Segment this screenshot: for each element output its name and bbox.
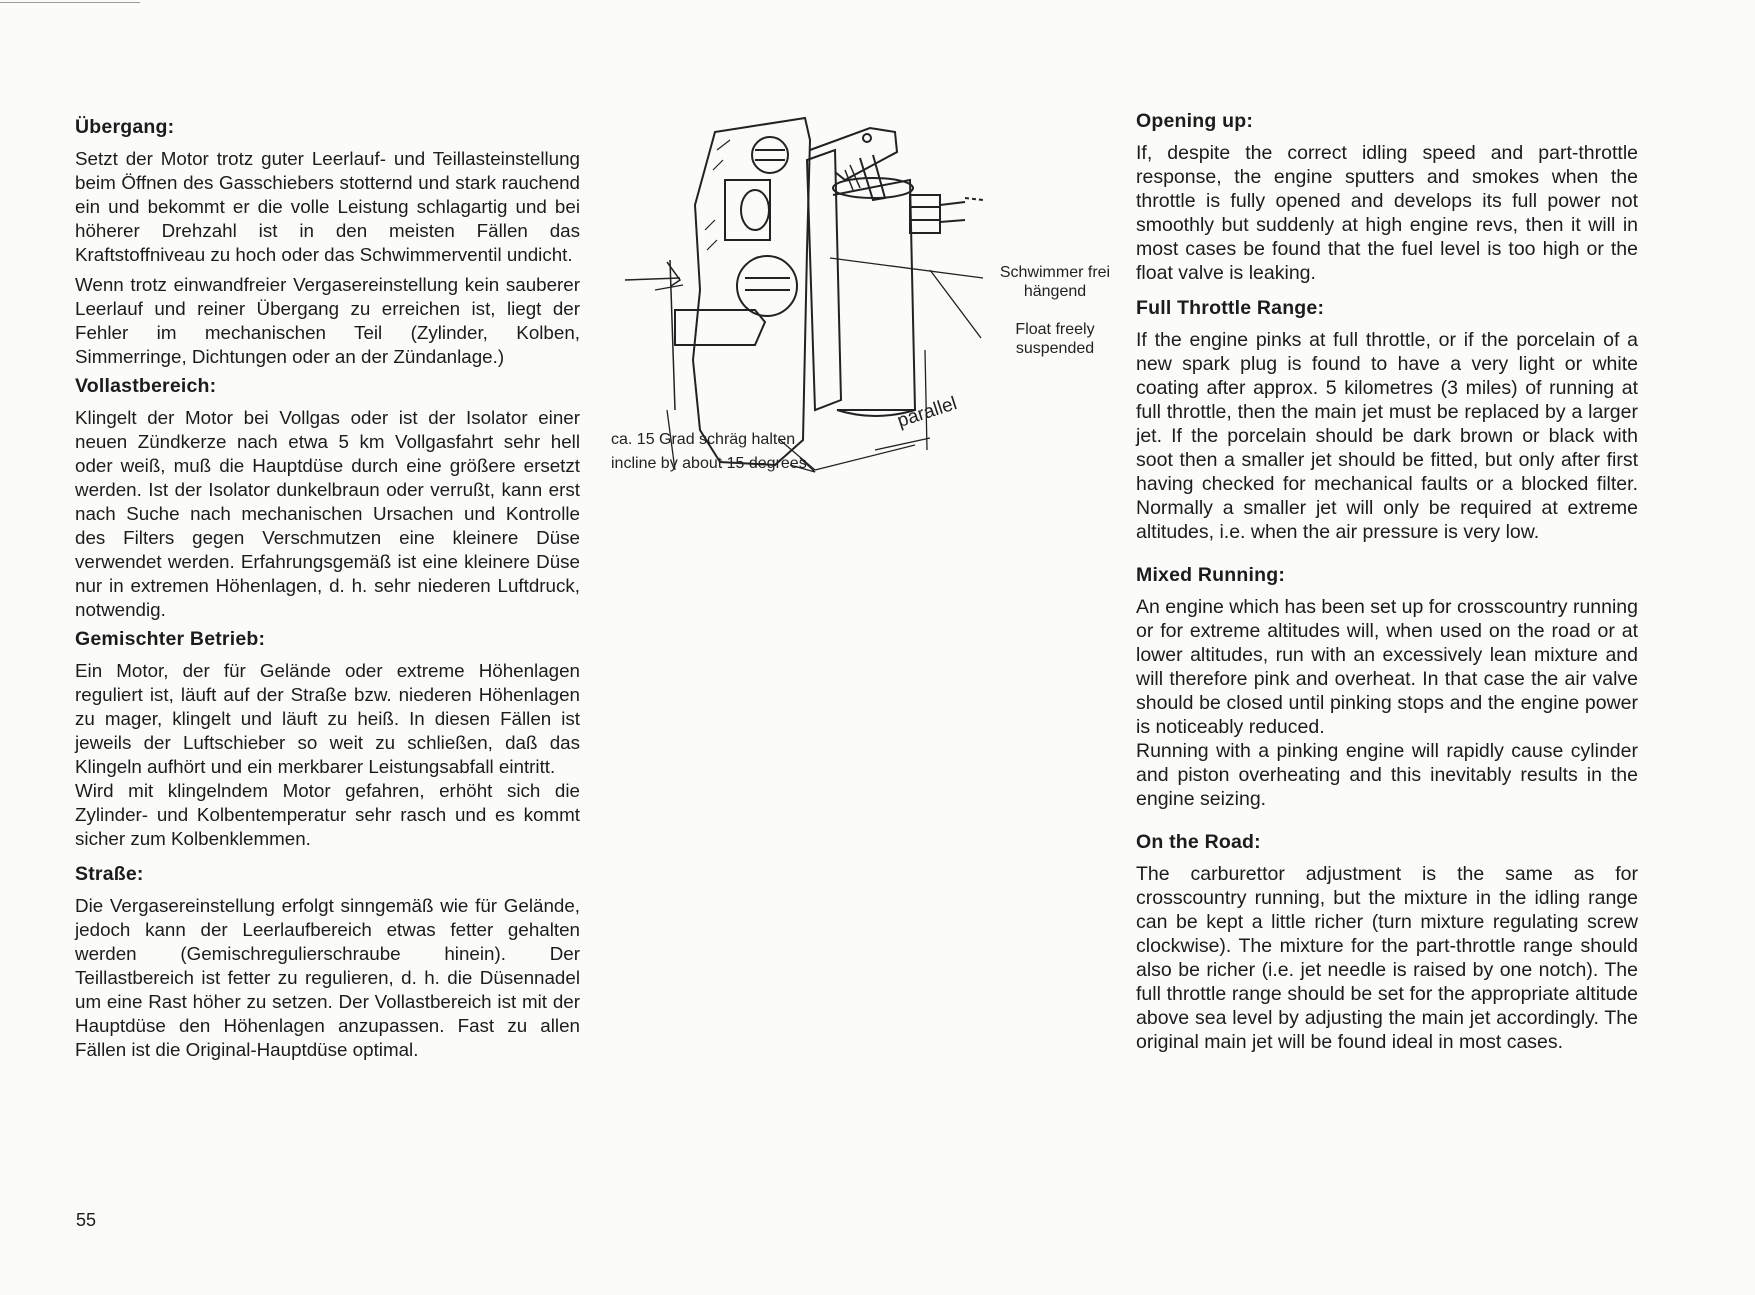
section-heading-uebergang: Übergang:: [75, 116, 175, 138]
caption-float-en: Float freely suspended: [1015, 321, 1095, 357]
paragraph: Ein Motor, der für Gelände oder extreme Höhenlagen reguliert ist, läuft auf der Straße bzw. niederen Höhenlagen zu mager, klingelt und läuft zu heiß. In diesen Fällen ist jeweils der Luftschieber so weit zu schließen, daß das Klingeln aufhört und ein merkbarer Leistungsabfall eintritt.: [75, 660, 580, 777]
section-heading-on-the-road: On the Road:: [1136, 831, 1261, 853]
paragraph: If the engine pinks at full throttle, or if the porcelain of a new spark plug is found to have a very light or white coating after approx. 5 kilometres (3 miles) of running at full throttle, then the main jet must be replaced by a larger jet. If the porcelain should be dark brown or black with soot then a smaller jet should be fitted, but only after first having checked for mechanical faults or a blocked filter. Normally a smaller jet will only be required at extreme altitudes, i.e. when the air pressure is very low.: [1136, 329, 1638, 543]
paragraph: Wenn trotz einwandfreier Vergasereinstellung kein sauberer Leerlauf und reiner Übergang zu erreichen ist, liegt der Fehler im mechanischen Teil (Zylinder, Kolben, Simmerringe, Dichtungen oder an der Zündanlage.): [75, 274, 580, 367]
paragraph: Die Vergasereinstellung erfolgt sinngemäß wie für Gelände, jedoch kann der Leerlaufbereich etwas fetter gehalten werden (Gemischregulierschraube hinein). Der Teillastbereich ist fetter zu regulieren, d. h. die Düsennadel um eine Rast höher zu setzen. Der Vollastbereich ist mit der Hauptdüse den Höhenlagen anzupassen. Fast zu allen Fällen ist die Original-Hauptdüse optimal.: [75, 895, 580, 1060]
section-heading-opening-up: Opening up:: [1136, 110, 1254, 132]
caption-angle-de: ca. 15 Grad schräg halten: [611, 431, 796, 448]
section-heading-full-throttle-range: Full Throttle Range:: [1136, 297, 1325, 319]
caption-angle-en: incline by about 15 degrees: [611, 455, 807, 472]
caption-angle: [611, 428, 807, 476]
page-number: 55: [76, 1210, 97, 1230]
caption-parallel: parallel: [894, 393, 960, 432]
paragraph: Running with a pinking engine will rapidly cause cylinder and piston overheating and this inevitably results in the engine seizing.: [1136, 740, 1638, 810]
english-column: [1136, 110, 1638, 1054]
paragraph: An engine which has been set up for crosscountry running or for extreme altitudes will, when used on the road or at lower altitudes, run with an excessively lean mixture and will therefore pink and overheat. In that case the air valve should be closed until pinking stops and the engine power is noticeably reduced.: [1136, 596, 1638, 738]
section-heading-strasse: Straße:: [75, 863, 144, 885]
caption-float-de: Schwimmer frei hängend: [999, 264, 1111, 300]
top-rule: [0, 2, 140, 3]
paragraph: The carburettor adjustment is the same as for crosscountry running, but the mixture in the idling range can be kept a little richer (turn mixture regulating screw clockwise). The mixture for the part-throttle range should also be richer (i.e. jet needle is raised by one notch). The full throttle range should be set for the appropriate altitude above sea level by adjusting the main jet accordingly. The original main jet will be found ideal in most cases.: [1136, 863, 1638, 1053]
section-heading-vollastbereich: Vollastbereich:: [75, 375, 217, 397]
paragraph: If, despite the correct idling speed and part-throttle response, the engine sputters and smokes when the throttle is fully opened and develops its full power not smoothly but suddenly at high engine revs, then it will in most cases be found that the fuel level is too high or the float valve is leaking.: [1136, 142, 1638, 284]
paragraph: Klingelt der Motor bei Vollgas oder ist der Isolator einer neuen Zündkerze nach etwa 5 km Vollgasfahrt sehr hell oder weiß, muß die Hauptdüse durch eine größere ersetzt werden. Ist der Isolator dunkelbraun oder verrußt, kann erst nach Suche nach mechanischen Ursachen und Kontrolle des Filters gegen Verschmutzen eine kleinere Düse verwendet werden. Erfahrungsgemäß ist eine kleinere Düse nur in extremen Höhenlagen, d. h. sehr niederen Luftdruck, notwendig.: [75, 407, 580, 620]
german-column: [75, 116, 580, 1062]
section-heading-gemischter-betrieb: Gemischter Betrieb:: [75, 628, 266, 650]
section-heading-mixed-running: Mixed Running:: [1136, 564, 1286, 586]
carburettor-figure: [605, 110, 1125, 480]
paragraph: Wird mit klingelndem Motor gefahren, erhöht sich die Zylinder- und Kolbentemperatur sehr rasch und es kommt sicher zum Kolbenklemmen.: [75, 780, 580, 849]
paragraph: Setzt der Motor trotz guter Leerlauf- und Teillasteinstellung beim Öffnen des Gasschiebers stotternd und stark rauchend ein und bekommt er die volle Leistung schlagartig und bei höherer Drehzahl ist in den meisten Fällen das Kraftstoffniveau zu hoch oder das Schwimmerventil undicht.: [75, 148, 580, 265]
